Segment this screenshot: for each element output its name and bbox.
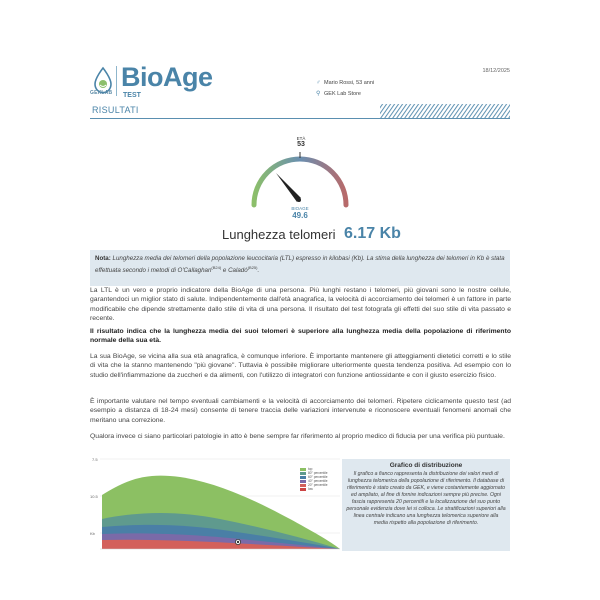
bioage-value: 49.6 <box>292 211 308 220</box>
legend-item: 80° percentile <box>300 471 328 475</box>
chart-legend <box>300 467 328 491</box>
legend-item: low <box>300 487 328 491</box>
brand-divider <box>116 66 117 96</box>
y-tick-top: 7.5 <box>92 457 98 462</box>
paragraph-ltl: La LTL è un vero e proprio indicatore della BioAge di una persona. Più lunghi restano i telomeri, più giovani sono le nostre cellule, garantendoci un miglior stato di salute. Indipendentemente dall'età anagrafica, la velocità di accorciamento dei telomeri è un fattore in parte modificabile che dipende strettamente dallo stile di vita di una persona. Il risultato del test fotografa gli effetti del suo stile di vita passato e recente. <box>90 287 511 322</box>
report-date: 18/12/2025 <box>482 68 510 74</box>
location-name: GEK Lab Store <box>324 90 361 97</box>
paragraph-monitoring: È importante valutare nel tempo eventuali cambiamenti e la velocità di accorciamento dei telomeri. Ripetere ciclicamente questo test (ad esempio a distanza di 18-24 mesi) consente di tenere traccia delle variazioni intervenute e riconoscere eventuali fenomeni anomali che meritano una correzione. <box>90 398 511 424</box>
paragraph-doctor: Qualora invece ci siano particolari patologie in atto è bene sempre far riferimento al proprio medico di fiducia per una verifica più puntuale. <box>90 433 505 440</box>
legend-item: 40° percentile <box>300 479 328 483</box>
note-ref-1: (B24) <box>211 265 222 270</box>
patient-info <box>316 80 374 86</box>
note-label: Nota: <box>95 255 111 262</box>
paragraph-bioage: La sua BioAge, se vicina alla sua età anagrafica, è comunque inferiore. È importante mantenere gli atteggiamenti dietetici corretti e lo stile di vita che la stanno mantenendo "più giovane". Tuttavia è possibile migliorare ulteriormente questa tendenza positiva. Ad esempio con lo studio dell'infiammazione da zuccheri e da alimenti, con l'utilizzo di integratori con funzione antiossidante e con il giusto esercizio fisico. <box>90 353 511 379</box>
bioage-label: BIOAGE <box>291 206 309 211</box>
section-title: RISULTATI <box>92 105 139 115</box>
note-text: Lunghezza media dei telomeri della popolazione leucocitaria (LTL) espresso in kilobasi (Kb). La stima della lunghezza dei telomeri in Kb è stata effettuata secondo i metodi di O'Callaghan <box>95 255 505 275</box>
distribution-title: Grafico di distribuzione <box>389 462 463 469</box>
legend-item: top <box>300 467 328 471</box>
location-info <box>316 90 361 97</box>
y-axis-label: Kb <box>90 531 95 536</box>
note-box <box>90 250 510 286</box>
brand-title: BioAge <box>121 62 213 92</box>
logo-subtitle: GEKLAB <box>90 90 113 96</box>
note-text-end: . <box>257 267 260 275</box>
section-underline <box>90 118 510 119</box>
gauge-needle <box>276 173 301 202</box>
age-value: 53 <box>297 141 305 148</box>
male-icon: ♂ <box>316 80 321 86</box>
y-tick-mid: 10.5 <box>90 494 98 499</box>
patient-name: Mario Rossi, 53 anni <box>324 80 375 86</box>
note-ref-2: (B25) <box>247 265 258 270</box>
brand-subtitle: TEST <box>123 92 141 99</box>
location-pin-icon: ⚲ <box>316 91 321 97</box>
paragraph-result: Il risultato indica che la lunghezza media dei suoi telomeri è superiore alla lunghezza media della popolazione di riferimento normale della sua età. <box>90 328 511 345</box>
note-text-mid: e Caladó <box>221 267 248 275</box>
legend-item: 60° percentile <box>300 475 328 479</box>
legend-item: 20° percentile <box>300 483 328 487</box>
section-hatch <box>90 104 510 118</box>
result-title: Lunghezza telomeri <box>222 227 336 242</box>
distribution-text: Il grafico a fianco rappresenta la distribuzione dei valori medi di lunghezza telomerica della popolazione di riferimento. Il database di riferimento è stato creato da GEK, e viene costantemente aggiornato ed ampliato, al fine di fornire indicazioni sempre più precise. Ogni fascia rappresenta 20 percentili e la localizzazione del suo punto personale evidenzia dove lei si colloca. Le stratificazioni superiori alla linea centrale indicano una lunghezza telomerica superiore alla media rispetto alla popolazione di riferimento. <box>346 471 506 526</box>
result-value: 6.17 Kb <box>344 225 401 242</box>
age-label: ETÀ <box>296 136 306 141</box>
